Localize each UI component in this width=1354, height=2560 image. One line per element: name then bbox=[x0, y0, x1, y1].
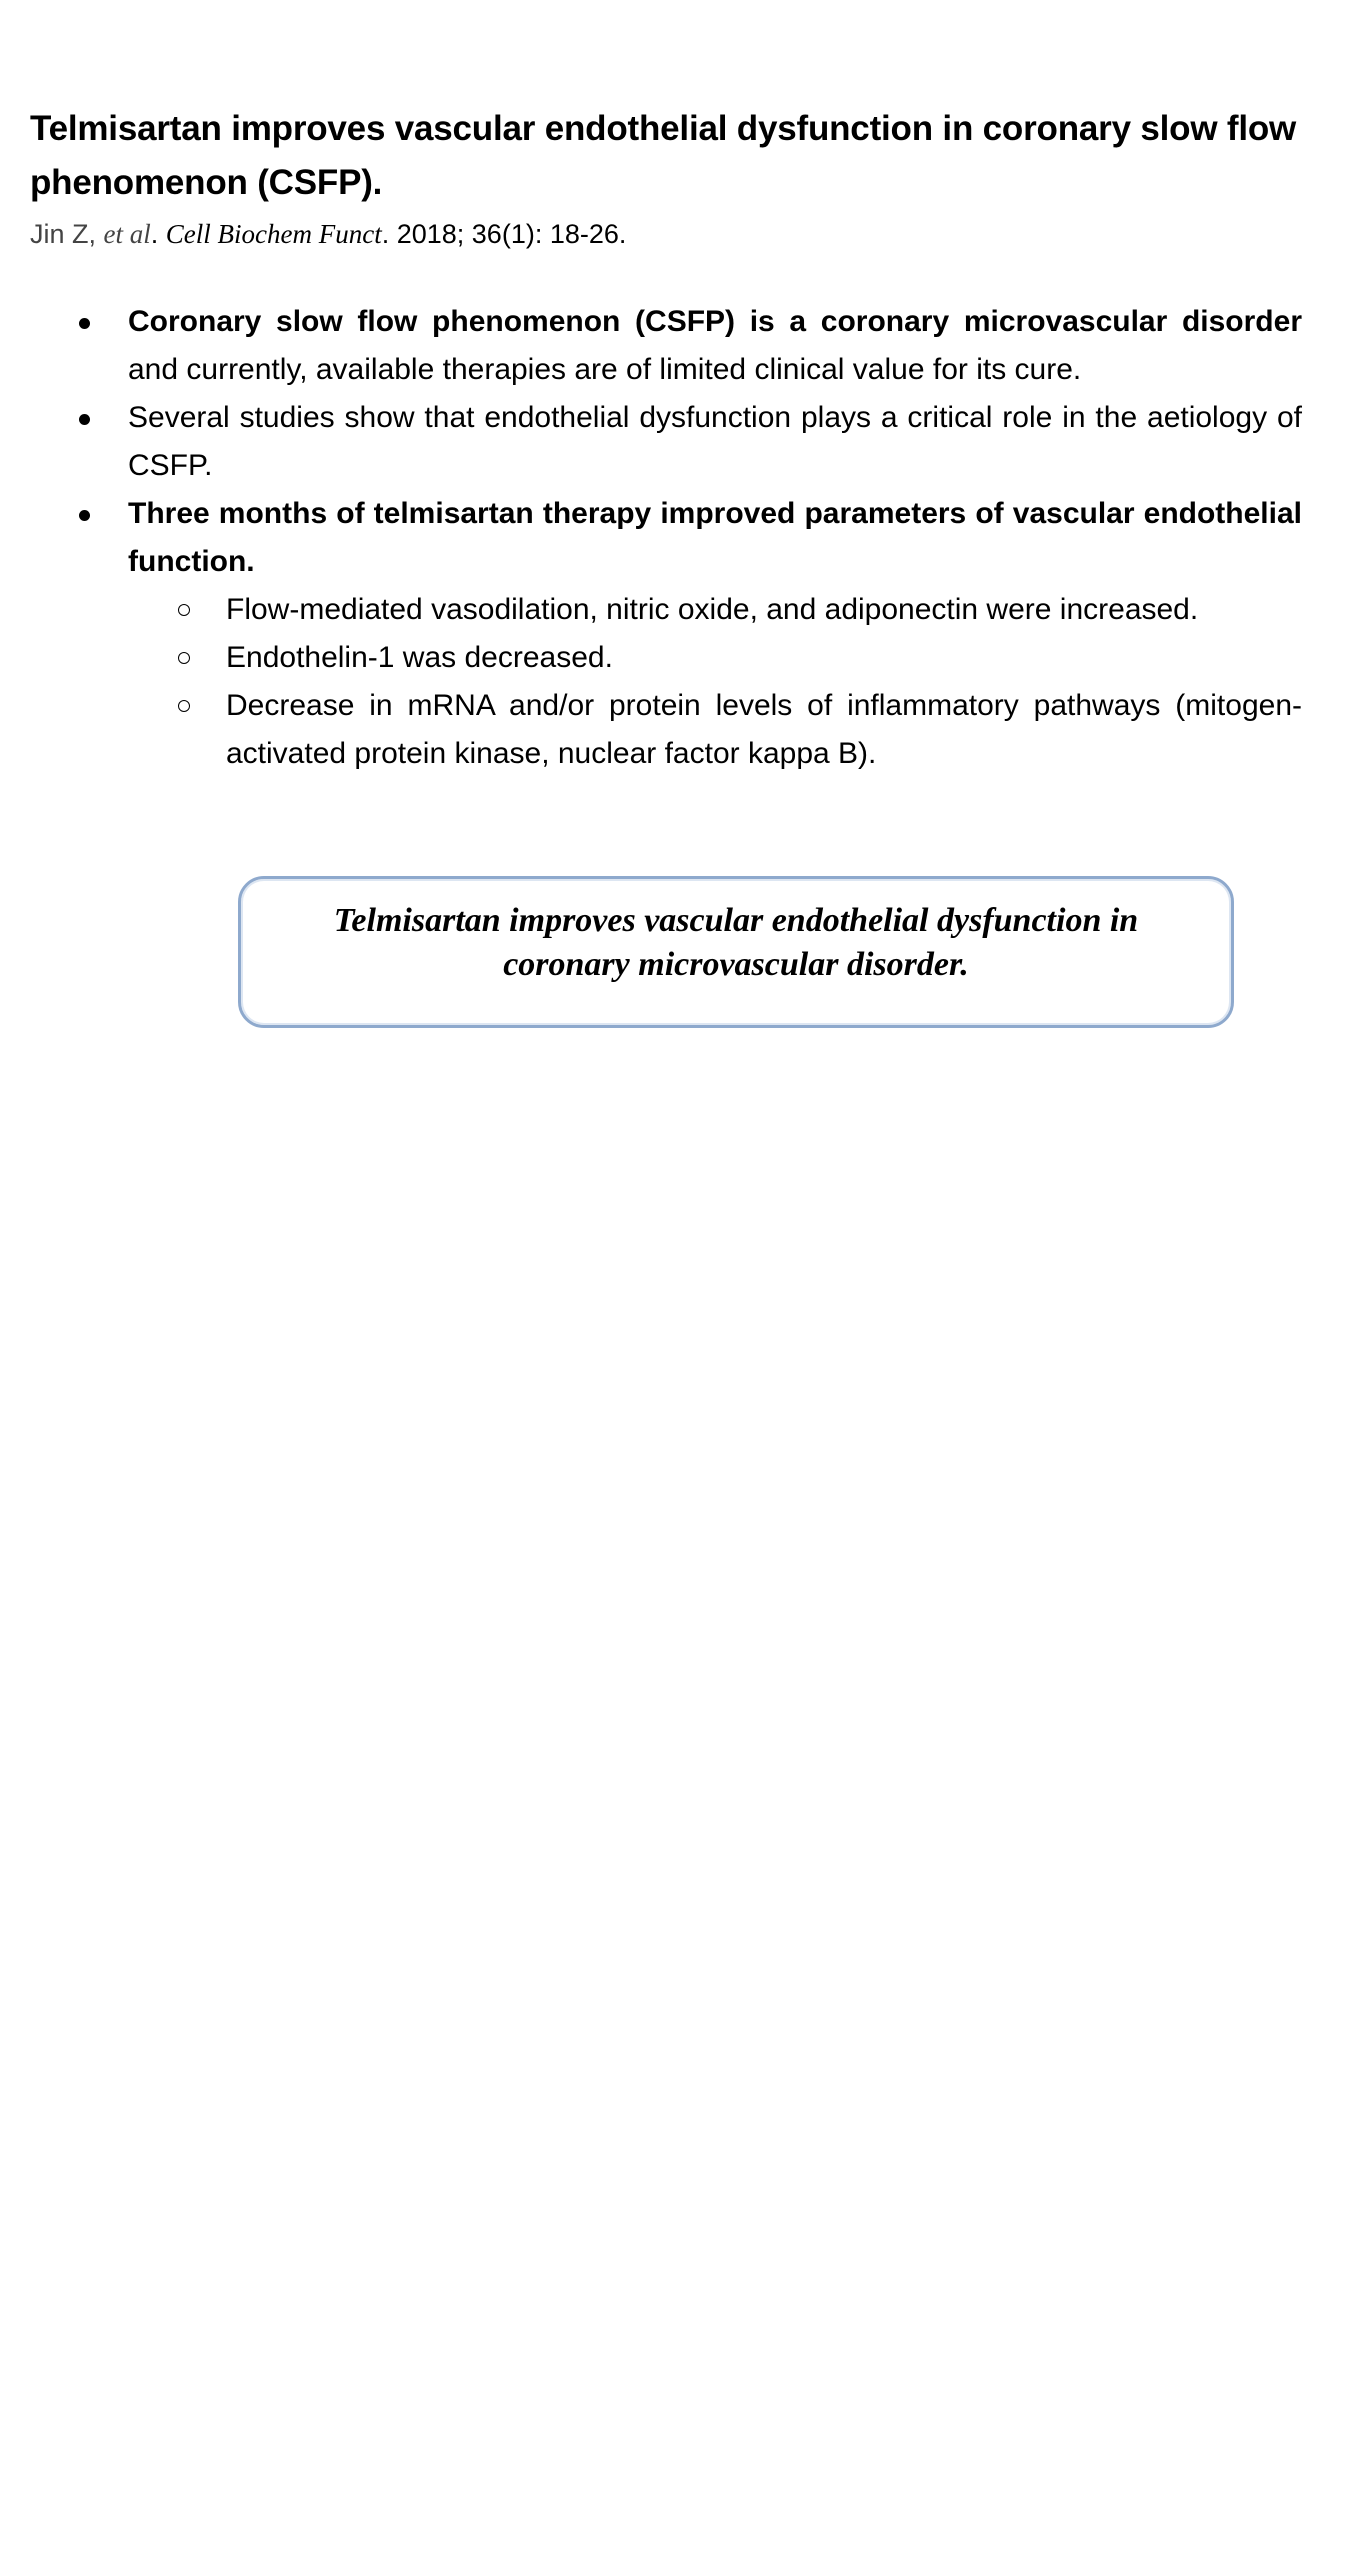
hollow-bullet-icon bbox=[178, 700, 190, 712]
bullet-icon bbox=[79, 414, 90, 425]
sub-list-item bbox=[30, 682, 1302, 778]
citation-journal: Cell Biochem Funct bbox=[165, 219, 382, 249]
sub-item-text: Endothelin-1 was decreased. bbox=[226, 641, 613, 674]
bullet-2-text: Several studies show that endothelial dysfunction plays a critical role in the aetiology of CSFP. bbox=[128, 401, 1302, 482]
bullet-1-text: and currently, available therapies are of limited clinical value for its cure. bbox=[128, 353, 1082, 386]
citation bbox=[30, 214, 1302, 254]
article-title: Telmisartan improves vascular endothelial dysfunction in coronary slow flow phenomenon (CSFP). bbox=[30, 109, 1297, 202]
bullet-3-bold-text: Three months of telmisartan therapy improved parameters of vascular endothelial function. bbox=[128, 497, 1302, 578]
list-item bbox=[30, 490, 1302, 586]
citation-details: . 2018; 36(1): 18-26. bbox=[381, 219, 627, 249]
hollow-bullet-icon bbox=[178, 604, 190, 616]
bullet-icon bbox=[79, 510, 90, 521]
summary-callout-box bbox=[238, 876, 1234, 1028]
citation-authors: Jin Z, bbox=[30, 219, 104, 249]
list-item bbox=[30, 298, 1302, 394]
sub-points-list bbox=[30, 586, 1302, 778]
citation-etal: et al bbox=[103, 219, 151, 249]
citation-separator: . bbox=[150, 219, 166, 249]
sub-item-text: Flow-mediated vasodilation, nitric oxide, and adiponectin were increased. bbox=[226, 593, 1199, 626]
document-page bbox=[30, 102, 1302, 778]
hollow-bullet-icon bbox=[178, 652, 190, 664]
key-points-list bbox=[30, 298, 1302, 586]
list-item bbox=[30, 394, 1302, 490]
bullet-1-bold-text: Coronary slow flow phenomenon (CSFP) is a coronary microvascular disorder bbox=[128, 305, 1302, 338]
bullet-icon bbox=[79, 318, 90, 329]
sub-item-text: Decrease in mRNA and/or protein levels of inflammatory pathways (mitogen-activated protein kinase, nuclear factor kappa B). bbox=[226, 689, 1302, 770]
callout-text: Telmisartan improves vascular endothelial dysfunction in coronary microvascular disorder. bbox=[333, 902, 1139, 983]
sub-list-item bbox=[30, 634, 1302, 682]
sub-list-item bbox=[30, 586, 1302, 634]
